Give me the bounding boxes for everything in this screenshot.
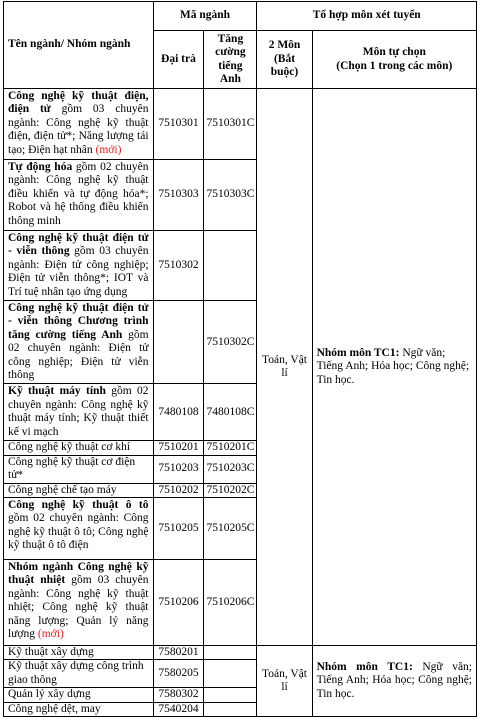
program-name-text: gồm 03 chuyên ngành: Công nghệ kỹ thuật nhiệt; Công nghệ kỹ thuật năng lượng; Quản lý năng lượng [8,574,149,640]
program-name-cell [4,497,154,559]
program-name-cell [4,89,154,160]
program-name-cell: Công nghệ chế tạo máy [4,483,154,497]
elective-group-label: Nhóm môn TC1: [316,346,400,359]
header-elective [312,31,476,89]
code-english-cell [204,231,257,301]
program-name-bold: Kỹ thuật máy tính [8,385,106,398]
header-code-group: Mã ngành [153,2,257,31]
code-standard-cell: 7540204 [153,702,204,716]
elective-subjects-cell [312,645,476,716]
code-standard-cell: 7510203 [153,455,204,483]
code-standard-cell: 7510303 [153,160,204,231]
program-name-bold: Công nghệ kỹ thuật điện tử - viễn thông Chương trình tăng cường tiếng Anh [8,302,149,341]
code-english-cell: 7510201C [204,441,257,455]
program-name-cell: Kỹ thuật xây dựng công trình giao thông [4,660,154,688]
program-name-text: gồm 02 chuyên ngành: Công nghệ kỹ thuật điều khiển và tự động hóa*; Robot và hệ thống điều khiển thông minh [8,161,149,227]
program-name-bold: Tự động hóa [8,161,73,173]
elective-group-text: Ngữ văn; Tiếng Anh; Hóa học; Công nghệ; Tin học. [316,660,472,700]
program-name-cell [4,231,154,301]
program-name-cell: Công nghệ kỹ thuật cơ khí [4,441,154,455]
header-elective-title: Môn tự chọn [362,46,426,59]
code-standard-cell: 7510301 [153,89,204,160]
new-badge: (mới) [37,627,64,640]
program-name-text: gồm 02 chuyên ngành: Điện tử công nghiệp; Điện tử viễn thông [8,328,149,382]
program-name-cell [4,559,154,645]
header-compulsory: 2 Môn (Bắt buộc) [257,31,312,89]
code-standard-cell: 7580201 [153,645,204,659]
program-name-cell [4,160,154,231]
table-row [4,645,477,659]
program-name-text: gồm 02 chuyên ngành: Công nghệ kỹ thuật máy tính; Kỹ thuật thiết kế vi mạch [8,385,149,438]
header-combo-group: Tổ hợp môn xét tuyển [257,2,477,31]
elective-group-text: Ngữ văn; Tiếng Anh; Hóa học; Công nghệ; Tin học. [316,346,470,386]
code-english-cell: 7480108C [204,384,257,441]
code-standard-cell: 7580205 [153,660,204,688]
code-standard-cell: 7580302 [153,688,204,702]
program-name-bold: Công nghệ kỹ thuật ô tô [8,498,149,511]
code-english-cell: 7510203C [204,455,257,483]
new-badge: (mới) [95,143,122,156]
program-name-text: gồm 03 chuyên ngành: Công nghệ kỹ thuật điện, điện tử*; Năng lượng tái tạo; Điện hạt nhân [8,103,149,156]
elective-subjects-cell [312,89,476,646]
program-name-text: gồm 02 chuyên ngành: Công nghệ kỹ thuật ô tô; Công nghệ kỹ thuật ô tô điện [8,512,149,552]
program-name-cell: Công nghệ kỹ thuật cơ điện tử* [4,455,154,483]
elective-group-label: Nhóm môn TC1: [316,660,413,673]
code-standard-cell: 7510206 [153,559,204,645]
program-name-cell [4,301,154,384]
code-english-cell: 7510303C [204,160,257,231]
header-elective-note: (Chọn 1 trong các môn) [336,59,453,72]
code-english-cell: 7510301C [204,89,257,160]
program-name-cell: Công nghệ dệt, may [4,702,154,716]
compulsory-subjects-cell: Toán, Vật lí [257,645,312,716]
program-name-bold: Công nghệ kỹ thuật điện tử - viễn thông [8,232,149,258]
header-code-english: Tăng cường tiếng Anh [204,31,257,89]
header-program-name: Tên ngành/ Nhóm ngành [4,2,154,89]
program-name-bold: Công nghệ kỹ thuật điện, điện tử [8,90,149,116]
code-english-cell: 7510206C [204,559,257,645]
code-standard-cell: 7510302 [153,231,204,301]
code-standard-cell: 7510201 [153,441,204,455]
admissions-table [3,1,477,717]
code-english-cell: 7510302C [204,301,257,384]
code-standard-cell [153,301,204,384]
code-english-cell: 7510205C [204,497,257,559]
code-standard-cell: 7510202 [153,483,204,497]
code-standard-cell: 7480108 [153,384,204,441]
code-english-cell [204,702,257,716]
code-standard-cell: 7510205 [153,497,204,559]
code-english-cell: 7510202C [204,483,257,497]
program-name-text: gồm 03 chuyên ngành: Điện tử công nghiệp; Điện tử viễn thông*; IOT và Trí tuệ nhân tạo ứng dụng [8,245,149,298]
program-name-bold: Nhóm ngành Công nghệ kỹ thuật nhiệt [8,560,149,587]
code-english-cell [204,660,257,688]
code-english-cell [204,645,257,659]
program-name-cell [4,384,154,441]
program-name-cell: Kỹ thuật xây dựng [4,645,154,659]
header-code-standard: Đại trà [153,31,204,89]
compulsory-subjects-cell: Toán, Vật lí [257,89,312,646]
program-name-cell: Quản lý xây dựng [4,688,154,702]
code-english-cell [204,688,257,702]
table-row [4,89,477,160]
